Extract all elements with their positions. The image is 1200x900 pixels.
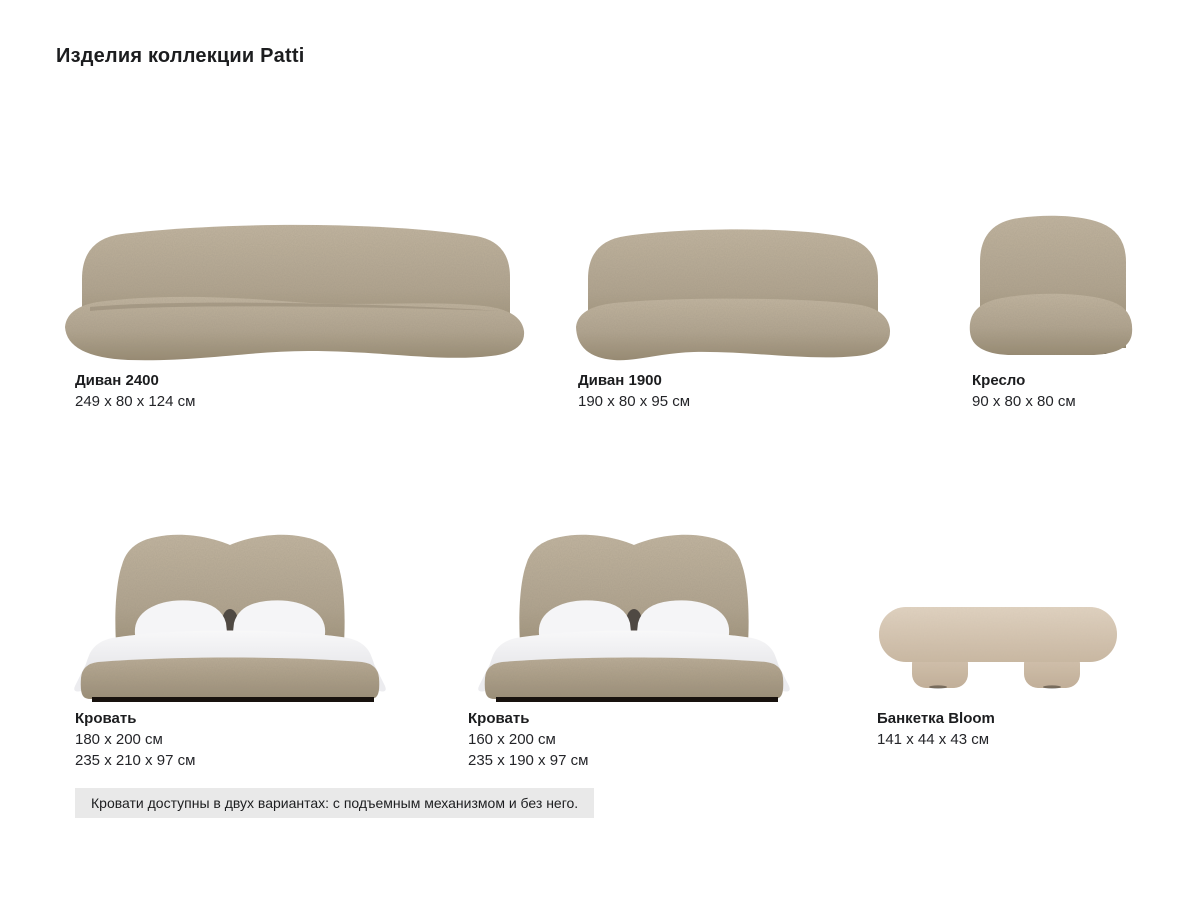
product-name: Диван 1900: [578, 372, 662, 389]
product-label: [578, 370, 690, 412]
product-dimensions: 160 x 200 см: [468, 731, 556, 748]
product-dimensions: 190 x 80 x 95 см: [578, 393, 691, 410]
bench-bloom-illustration: [876, 604, 1120, 690]
product-label: [877, 708, 995, 750]
bed-base: [81, 658, 380, 700]
product-label: [972, 370, 1076, 412]
bed-plinth: [92, 697, 374, 702]
product-dimensions: 90 x 80 x 80 см: [972, 393, 1076, 410]
product-name: Диван 2400: [75, 372, 159, 389]
product-name: Кровать: [468, 710, 530, 727]
product-dimensions: 141 x 44 x 43 см: [877, 731, 990, 748]
beds-variants-note: Кровати доступны в двух вариантах: с подъемным механизмом и без него.: [75, 788, 594, 818]
product-name: Банкетка Bloom: [877, 710, 995, 727]
product-dimensions: 235 x 210 x 97 см: [75, 752, 196, 769]
bench-seat: [879, 607, 1117, 662]
product-dimensions: 249 x 80 x 124 см: [75, 393, 196, 410]
product-dimensions: 235 x 190 x 97 см: [468, 752, 589, 769]
bench-foot-shadow-right: [1043, 685, 1061, 688]
product-label: [75, 370, 195, 412]
armchair-cushion: [970, 294, 1132, 355]
bed-plinth: [496, 697, 778, 702]
bed-base: [485, 658, 784, 700]
product-label: [468, 708, 588, 771]
product-dimensions: 180 x 200 см: [75, 731, 163, 748]
sofa-1900-illustration: [572, 213, 894, 363]
bed-160-illustration: [466, 514, 802, 702]
bed-180-illustration: [62, 514, 398, 702]
armchair-illustration: [962, 202, 1144, 360]
bench-foot-shadow-left: [929, 685, 947, 688]
page-title: Изделия коллекции Patti: [56, 45, 305, 67]
product-label: [75, 708, 195, 771]
product-name: Кровать: [75, 710, 137, 727]
product-name: Кресло: [972, 372, 1026, 389]
sofa-2400-illustration: [60, 211, 532, 363]
sofa-seat: [576, 299, 890, 361]
